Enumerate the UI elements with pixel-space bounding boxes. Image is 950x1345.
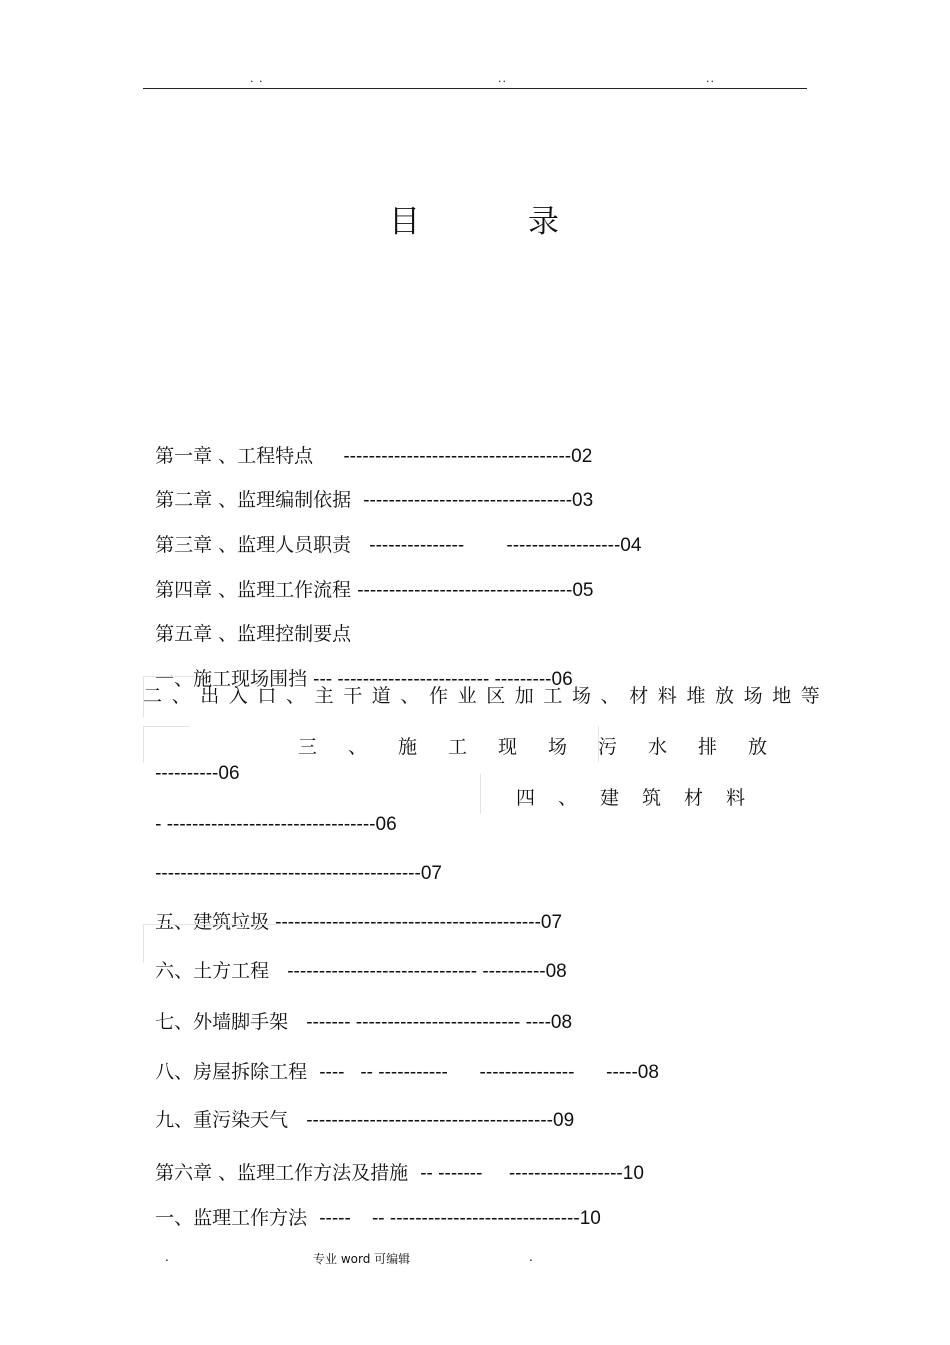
toc-entry-page: 09 — [553, 1110, 575, 1131]
footer-mark-left: . — [165, 1250, 169, 1264]
toc-entry[interactable] — [143, 1081, 574, 1134]
header-mark-right: .. — [706, 72, 715, 85]
toc-entry-label: 八、房屋拆除工程 — [155, 1061, 308, 1083]
toc-entry-leader-line[interactable] — [143, 834, 442, 887]
toc-entry-page: 06 — [551, 669, 573, 690]
toc-entry-page: 08 — [550, 1012, 573, 1033]
toc-entry-page: 08 — [545, 961, 567, 982]
footer-mark-right: . — [529, 1250, 533, 1264]
toc-entry-page: 10 — [622, 1163, 644, 1184]
footer-text: 专业 word 可编辑 — [313, 1252, 411, 1266]
toc-entry-wrapped-label[interactable] — [143, 683, 830, 709]
toc-entry-leader: --------------------------------- — [363, 490, 573, 511]
toc-entry-leader: ------- -------------------------- ---- — [306, 1012, 551, 1033]
toc-entry-leader: --------------------------------------- — [306, 1110, 553, 1131]
toc-entry-leader: ------------------------------ ---------- — [287, 961, 546, 982]
toc-entry-label: 一、施工现场围挡 — [155, 668, 308, 690]
header-mark-center: .. — [498, 72, 507, 85]
toc-entry-leader: -- ------- ------------------ — [420, 1163, 623, 1184]
toc-entry-page: 07 — [540, 912, 563, 933]
toc-entry-label: 一、监理工作方法 — [155, 1207, 308, 1229]
toc-entry-leader: ---------- — [155, 763, 219, 784]
toc-entry-label: 第一章 、工程特点 — [155, 445, 314, 467]
toc-entry-page: 10 — [579, 1208, 601, 1229]
toc-entry-label: 九、重污染天气 — [155, 1109, 289, 1131]
toc-entry[interactable] — [143, 983, 572, 1036]
toc-entry-label: 第四章 、监理工作流程 — [155, 579, 352, 601]
toc-entry-page: 05 — [572, 580, 594, 601]
toc-entry-label: 第三章 、监理人员职责 — [155, 534, 352, 556]
toc-entry-label: 第五章 、监理控制要点 — [155, 623, 352, 645]
toc-entry-page: 07 — [420, 863, 442, 884]
page-title-char-2: 录 — [528, 204, 559, 240]
toc-entry-label: 第二章 、监理编制依据 — [155, 489, 352, 511]
toc-entry[interactable] — [143, 932, 567, 985]
toc-entry-page: 06 — [218, 763, 240, 784]
toc-entry-leader: ------------------------------------ — [343, 446, 572, 467]
toc-entry-page: 03 — [572, 490, 594, 511]
header-mark-left: . . — [250, 72, 264, 85]
toc-entry-leader-line[interactable] — [143, 785, 397, 838]
toc-entry-leader: ----- -- ------------------------------ — [319, 1208, 580, 1229]
toc-entry-page: 02 — [571, 446, 593, 467]
header-rule — [143, 88, 807, 89]
toc-entry-label: 五、建筑垃圾 — [155, 911, 270, 933]
toc-entry-leader: --------------- ------------------ — [369, 535, 621, 556]
toc-entry-leader: ---------------------------------- — [357, 580, 573, 601]
page-title-char-1: 目 — [389, 204, 420, 240]
toc-entry-label: 四、建筑材料 — [516, 787, 769, 809]
toc-entry-label: 第六章 、监理工作方法及措施 — [155, 1162, 409, 1184]
toc-entry[interactable] — [143, 1179, 601, 1232]
toc-entry-leader: --- ------------------------ --------- — [313, 669, 552, 690]
toc-entry-page: 06 — [375, 814, 397, 835]
toc-entry-leader: ---- -- ----------- --------------- ----- — [319, 1062, 638, 1083]
toc-entry-leader: ------------------------------------------ — [275, 912, 541, 933]
toc-entry[interactable] — [143, 1033, 659, 1086]
toc-entry-label: 三、施工现场污水排放 — [298, 736, 799, 758]
toc-entry-page: 04 — [620, 535, 642, 556]
toc-entry-wrapped-label[interactable] — [516, 785, 786, 811]
toc-entry-leader: - --------------------------------- — [155, 814, 376, 835]
toc-entry-label: 六、土方工程 — [155, 960, 270, 982]
toc-entry-leader-line[interactable] — [143, 734, 240, 787]
toc-entry-label: 七、外墙脚手架 — [155, 1011, 289, 1033]
toc-entry-page: 08 — [637, 1062, 659, 1083]
toc-entry-leader: ------------------------------------------ — [155, 863, 421, 884]
toc-entry-label: 二、出入口、主干道、作业区加工场、材料堆放场地等 — [143, 685, 830, 707]
toc-entry-wrapped-label[interactable] — [298, 734, 799, 760]
